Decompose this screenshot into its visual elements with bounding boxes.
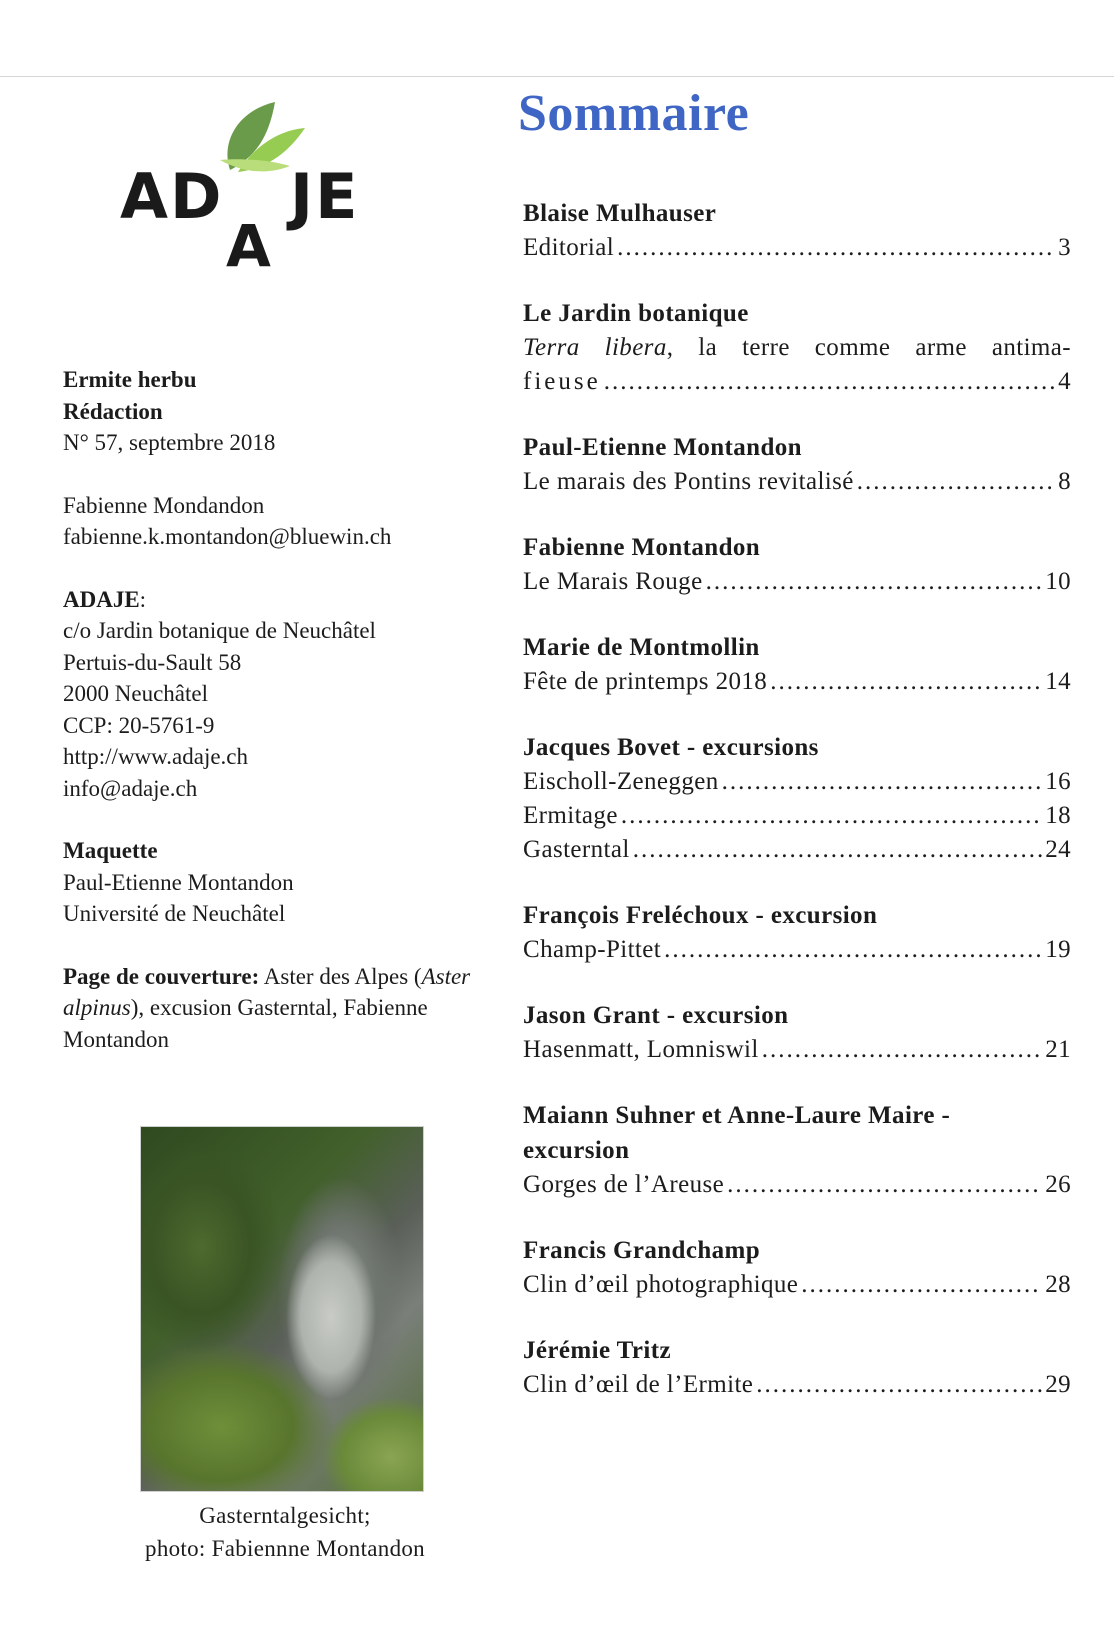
toc-item[interactable] bbox=[523, 1168, 1071, 1202]
editor-name: Fabienne Mondandon bbox=[63, 492, 265, 518]
address-line: 2000 Neuchâtel bbox=[63, 681, 208, 706]
layout-line: Université de Neuchâtel bbox=[63, 901, 286, 926]
dot-leader bbox=[727, 1168, 1042, 1202]
toc-page-number: 19 bbox=[1045, 936, 1071, 963]
toc-page-number: 21 bbox=[1045, 1036, 1071, 1063]
table-of-contents bbox=[523, 196, 1071, 1433]
photo-caption-line: photo: Fabiennne Montandon bbox=[145, 1536, 425, 1561]
toc-item-title: Gorges de l’Areuse bbox=[523, 1171, 725, 1198]
dot-leader bbox=[762, 1033, 1042, 1067]
toc-page-number: 16 bbox=[1045, 768, 1071, 795]
toc-item-title-cont: fieuse bbox=[523, 368, 601, 395]
toc-item[interactable] bbox=[523, 365, 1071, 399]
dot-leader bbox=[664, 933, 1042, 967]
toc-item-title: Champ-Pittet bbox=[523, 936, 662, 963]
address-line: Pertuis-du-Sault 58 bbox=[63, 649, 242, 675]
toc-entry bbox=[523, 296, 1071, 399]
toc-item-title: Clin d’œil de l’Ermite bbox=[523, 1371, 754, 1398]
toc-entry bbox=[523, 1098, 1071, 1202]
top-rule bbox=[0, 76, 1114, 77]
toc-item[interactable] bbox=[523, 665, 1071, 699]
toc-author: Jérémie Tritz bbox=[523, 1337, 671, 1364]
toc-entry bbox=[523, 196, 1071, 265]
toc-entry bbox=[523, 630, 1071, 699]
toc-page-number: 4 bbox=[1058, 368, 1071, 395]
toc-entry bbox=[523, 530, 1071, 599]
layout-label: Maquette bbox=[63, 838, 158, 863]
editor-email: fabienne.k.montandon@bluewin.ch bbox=[63, 524, 392, 549]
toc-page-number: 28 bbox=[1045, 1271, 1071, 1298]
toc-item[interactable] bbox=[523, 1368, 1071, 1402]
info-email[interactable]: info@adaje.ch bbox=[63, 775, 198, 801]
cover-text-1: Aster des Alpes ( bbox=[259, 963, 422, 989]
logo-text-a: A bbox=[226, 212, 271, 280]
toc-item-title: Eischoll-Zeneggen bbox=[523, 768, 719, 795]
dot-leader bbox=[722, 765, 1043, 799]
toc-entry bbox=[523, 898, 1071, 967]
cover-caption bbox=[63, 961, 483, 1056]
org-heading bbox=[63, 584, 483, 616]
dot-leader bbox=[633, 833, 1042, 867]
toc-author: Jason Grant - excursion bbox=[523, 1002, 789, 1029]
toc-entry bbox=[523, 1233, 1071, 1302]
toc-title: Sommaire bbox=[518, 85, 750, 142]
toc-item-wrapped[interactable] bbox=[523, 331, 1071, 365]
toc-page-number: 24 bbox=[1045, 836, 1071, 863]
toc-item-title: Ermitage bbox=[523, 802, 618, 829]
toc-item-italic: Terra libera bbox=[523, 334, 667, 361]
toc-item-title: Editorial bbox=[523, 234, 615, 261]
adaje-logo bbox=[120, 100, 420, 300]
toc-page-number: 26 bbox=[1045, 1171, 1071, 1198]
photo-caption-line: Gasterntalgesicht; bbox=[199, 1503, 371, 1528]
toc-entry bbox=[523, 998, 1071, 1067]
org-label-suffix: : bbox=[139, 586, 147, 612]
dot-leader bbox=[604, 365, 1055, 399]
cover-text-2: ), excusion Gasterntal, Fabienne Montandon bbox=[63, 995, 428, 1052]
website-link[interactable]: http://www.adaje.ch bbox=[63, 744, 249, 769]
photo-caption bbox=[100, 1499, 470, 1565]
dot-leader bbox=[857, 465, 1055, 499]
dot-leader bbox=[770, 665, 1042, 699]
toc-item[interactable] bbox=[523, 565, 1071, 599]
toc-item-title: Le marais des Pontins revitalisé bbox=[523, 468, 854, 495]
toc-entry bbox=[523, 730, 1071, 867]
dot-leader bbox=[621, 799, 1042, 833]
cover-italic: Aster alpinus bbox=[63, 963, 471, 1020]
toc-item[interactable] bbox=[523, 1033, 1071, 1067]
magazine-title: Ermite herbu bbox=[63, 367, 197, 392]
redaction-label: Rédaction bbox=[63, 398, 163, 424]
toc-item[interactable] bbox=[523, 799, 1071, 833]
toc-page-number: 29 bbox=[1045, 1371, 1071, 1398]
toc-author: Jacques Bovet - excursions bbox=[523, 734, 819, 761]
toc-author: Paul-Etienne Montandon bbox=[523, 434, 802, 461]
toc-item-title: Le Marais Rouge bbox=[523, 568, 703, 595]
toc-item-title: Hasenmatt, Lomniswil bbox=[523, 1036, 759, 1063]
toc-author: Maiann Suhner et Anne-Laure Maire - bbox=[523, 1102, 951, 1129]
gasterntal-photo bbox=[140, 1126, 424, 1492]
logo-text-je: JE bbox=[290, 160, 360, 233]
toc-entry bbox=[523, 1333, 1071, 1402]
dot-leader bbox=[801, 1268, 1042, 1302]
toc-item[interactable] bbox=[523, 231, 1071, 265]
toc-page-number: 8 bbox=[1058, 468, 1071, 495]
toc-item-title: Gasterntal bbox=[523, 836, 630, 863]
toc-author: Le Jardin botanique bbox=[523, 300, 749, 327]
toc-item[interactable] bbox=[523, 1268, 1071, 1302]
imprint bbox=[63, 364, 483, 1055]
toc-author-cont: excursion bbox=[523, 1137, 630, 1164]
toc-author: Blaise Mulhauser bbox=[523, 200, 717, 227]
dot-leader bbox=[706, 565, 1043, 599]
dot-leader bbox=[756, 1368, 1042, 1402]
toc-page-number: 18 bbox=[1045, 802, 1071, 829]
toc-item-title: , la terre comme arme antima- bbox=[666, 334, 1071, 361]
org-label: ADAJE bbox=[63, 586, 140, 612]
logo-text-ad: AD bbox=[120, 160, 224, 233]
toc-page-number: 10 bbox=[1045, 568, 1071, 595]
toc-item[interactable] bbox=[523, 833, 1071, 867]
address-line: CCP: 20-5761-9 bbox=[63, 712, 215, 738]
toc-item-title: Fête de printemps 2018 bbox=[523, 668, 768, 695]
toc-author: Marie de Montmollin bbox=[523, 634, 760, 661]
toc-author: François Freléchoux - excursion bbox=[523, 902, 878, 929]
cover-label: Page de couverture: bbox=[63, 963, 260, 989]
address-line: c/o Jardin botanique de Neuchâtel bbox=[63, 618, 376, 643]
layout-line: Paul-Etienne Montandon bbox=[63, 869, 294, 895]
toc-page-number: 3 bbox=[1058, 234, 1071, 261]
toc-item-title: Clin d’œil photographique bbox=[523, 1271, 799, 1298]
toc-item[interactable] bbox=[523, 465, 1071, 499]
dot-leader bbox=[617, 231, 1055, 265]
toc-author: Fabienne Montandon bbox=[523, 534, 761, 561]
toc-author: Francis Grandchamp bbox=[523, 1237, 761, 1264]
toc-item[interactable] bbox=[523, 765, 1071, 799]
toc-item[interactable] bbox=[523, 933, 1071, 967]
toc-entry bbox=[523, 430, 1071, 499]
issue-line: N° 57, septembre 2018 bbox=[63, 430, 276, 455]
toc-page-number: 14 bbox=[1045, 668, 1071, 695]
